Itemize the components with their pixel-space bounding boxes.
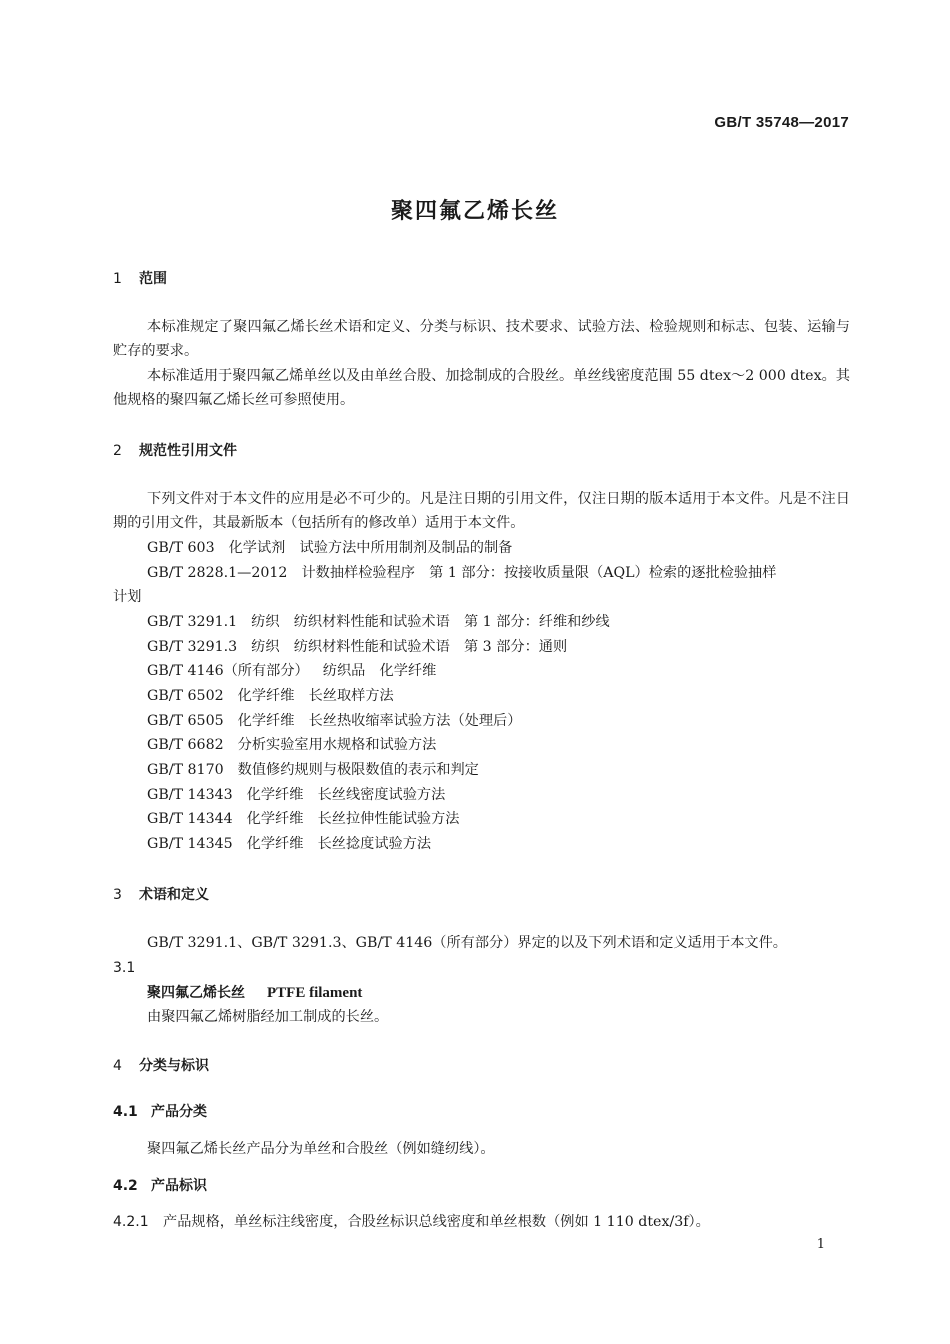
clause-4-2-1 bbox=[113, 1209, 710, 1234]
scope-paragraph-1: 本标准规定了聚四氟乙烯长丝术语和定义、分类与标识、技术要求、试验方法、检验规则和标志、包装、运输与贮存的要求。 bbox=[113, 319, 850, 359]
reference-item bbox=[147, 659, 436, 683]
reference-code: GB/T 603 bbox=[147, 540, 215, 556]
reference-title: 纺织 纺织材料性能和试验术语 第 3 部分：通则 bbox=[251, 639, 568, 655]
section-number: 3 bbox=[113, 887, 122, 903]
reference-title: 化学纤维 长丝线密度试验方法 bbox=[246, 787, 446, 803]
reference-title: 纺织 纺织材料性能和试验术语 第 1 部分：纤维和纱线 bbox=[251, 614, 610, 630]
subsection-4-1-heading bbox=[113, 1101, 207, 1121]
reference-item bbox=[147, 684, 394, 708]
reference-title: 数值修约规则与极限数值的表示和判定 bbox=[237, 762, 479, 778]
clause-number: 4.2.1 bbox=[113, 1214, 149, 1230]
subsection-title: 产品分类 bbox=[151, 1104, 207, 1120]
standard-number: GB/T 35748—2017 bbox=[714, 114, 849, 131]
section-title: 范围 bbox=[139, 271, 167, 287]
page-number: 1 bbox=[816, 1237, 825, 1252]
section-4-heading bbox=[113, 1055, 209, 1075]
reference-code: GB/T 8170 bbox=[147, 762, 224, 778]
term-number: 3.1 bbox=[113, 960, 136, 976]
reference-item bbox=[147, 561, 776, 585]
reference-item bbox=[147, 709, 521, 733]
reference-title: 化学纤维 长丝热收缩率试验方法（处理后） bbox=[237, 713, 522, 729]
reference-item bbox=[147, 610, 610, 634]
subsection-4-2-heading bbox=[113, 1175, 207, 1195]
reference-title: 计数抽样检验程序 第 1 部分：按接收质量限（AQL）检索的逐批检验抽样 bbox=[301, 565, 777, 581]
clause-text: 产品规格，单丝标注线密度，合股丝标识总线密度和单丝根数（例如 1 110 dtex/3f）。 bbox=[163, 1214, 710, 1230]
classification-text: 聚四氟乙烯长丝产品分为单丝和合股丝（例如缝纫线）。 bbox=[147, 1141, 495, 1157]
section-3-heading bbox=[113, 884, 209, 904]
reference-title: 纺织品 化学纤维 bbox=[322, 663, 437, 679]
scope-paragraph-2: 本标准适用于聚四氟乙烯单丝以及由单丝合股、加捻制成的合股丝。单丝线密度范围 55 dtex～2 000 dtex。其他规格的聚四氟乙烯长丝可参照使用。 bbox=[113, 368, 850, 408]
subsection-number: 4.1 bbox=[113, 1104, 138, 1120]
subsection-title: 产品标识 bbox=[151, 1178, 207, 1194]
document-title: 聚四氟乙烯长丝 bbox=[390, 199, 559, 224]
reference-title: 分析实验室用水规格和试验方法 bbox=[237, 737, 437, 753]
reference-code: GB/T 14343 bbox=[147, 787, 233, 803]
term-chinese: 聚四氟乙烯长丝 bbox=[147, 985, 245, 1001]
section-title: 分类与标识 bbox=[139, 1058, 209, 1074]
term-english: PTFE filament bbox=[267, 985, 363, 1001]
reference-code: GB/T 3291.1 bbox=[147, 614, 238, 630]
section-number: 1 bbox=[113, 271, 122, 287]
reference-item bbox=[147, 807, 459, 831]
reference-title: 化学纤维 长丝拉伸性能试验方法 bbox=[246, 811, 460, 827]
reference-item bbox=[147, 733, 436, 757]
reference-item bbox=[147, 783, 445, 807]
section-title: 术语和定义 bbox=[139, 887, 209, 903]
reference-code: GB/T 2828.1—2012 bbox=[147, 565, 288, 581]
reference-code: GB/T 14344 bbox=[147, 811, 233, 827]
reference-title: 化学纤维 长丝捻度试验方法 bbox=[246, 836, 432, 852]
reference-item bbox=[147, 536, 512, 560]
reference-item bbox=[147, 635, 567, 659]
reference-wrap-line: 计划 bbox=[113, 589, 142, 605]
reference-code: GB/T 14345 bbox=[147, 836, 233, 852]
reference-code: GB/T 6502 bbox=[147, 688, 224, 704]
term-definition: 由聚四氟乙烯树脂经加工制成的长丝。 bbox=[147, 1009, 389, 1025]
section-title: 规范性引用文件 bbox=[139, 443, 237, 459]
reference-item bbox=[147, 758, 479, 782]
term-entry bbox=[147, 980, 362, 1005]
terms-intro: GB/T 3291.1、GB/T 3291.3、GB/T 4146（所有部分）界定的以及下列术语和定义适用于本文件。 bbox=[147, 935, 787, 951]
reference-item bbox=[147, 832, 431, 856]
reference-code: GB/T 6682 bbox=[147, 737, 224, 753]
reference-title: 化学纤维 长丝取样方法 bbox=[237, 688, 394, 704]
section-2-heading bbox=[113, 440, 237, 460]
reference-code: GB/T 3291.3 bbox=[147, 639, 238, 655]
section-1-heading bbox=[113, 268, 167, 288]
section-number: 2 bbox=[113, 443, 122, 459]
section-number: 4 bbox=[113, 1058, 122, 1074]
reference-code: GB/T 4146（所有部分） bbox=[147, 663, 309, 679]
references-intro: 下列文件对于本文件的应用是必不可少的。凡是注日期的引用文件，仅注日期的版本适用于本文件。凡是不注日期的引用文件，其最新版本（包括所有的修改单）适用于本文件。 bbox=[113, 491, 850, 531]
reference-title: 化学试剂 试验方法中所用制剂及制品的制备 bbox=[228, 540, 513, 556]
subsection-number: 4.2 bbox=[113, 1178, 138, 1194]
reference-code: GB/T 6505 bbox=[147, 713, 224, 729]
